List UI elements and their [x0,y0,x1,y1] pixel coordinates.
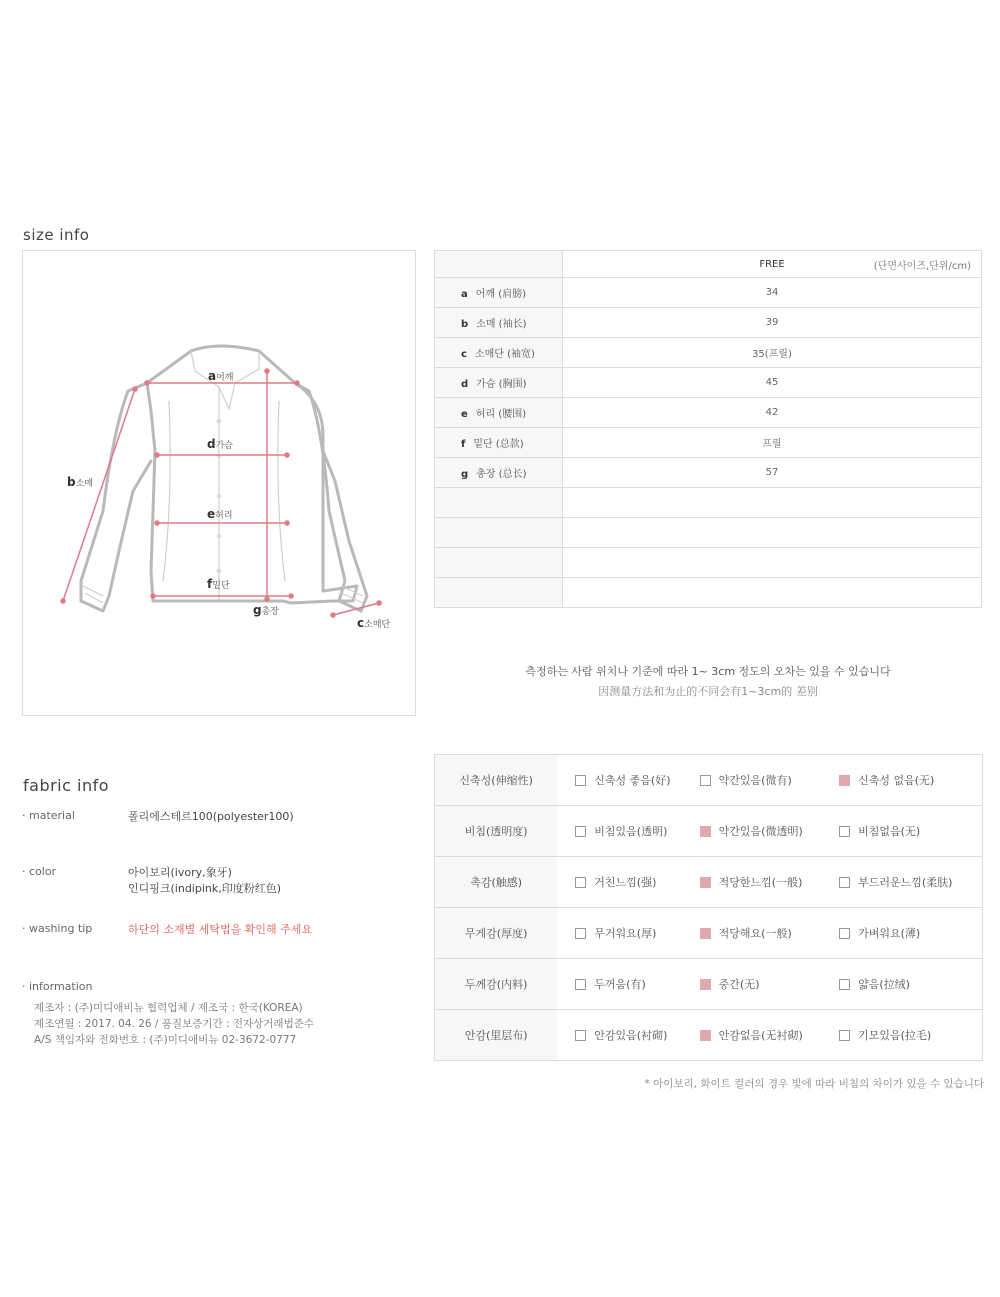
fabric-feel-label: 무게감(厚度) [435,908,558,959]
size-row-label [435,548,563,578]
fabric-feel-option-text: 거친느낌(强) [594,876,657,889]
label-a-shoulder: a어깨 [208,369,234,383]
checked-box-icon [700,826,711,837]
measure-note-cn: 因测量方法和为止的不同会有1~3cm的 差别 [598,685,818,698]
size-row [435,398,982,428]
fabric-feel-option-text: 적당해요(一般) [718,927,792,940]
fabric-feel-option [557,976,681,992]
fabric-feel-row [435,908,983,959]
size-row-name: 총장 (总长) [476,469,527,480]
fabric-feel-option [682,772,821,788]
label-g-length: g총장 [253,603,279,617]
fabric-feel-option [557,1027,681,1043]
size-row [435,338,982,368]
checked-box-icon [700,1030,711,1041]
color-footnote: * 아이보리, 화이트 컬러의 경우 빛에 따라 비침의 차이가 있을 수 있습니다 [644,1078,984,1090]
size-row-label [435,278,563,308]
fabric-feel-option-text: 비침없음(无) [858,825,921,838]
fabric-feel-row [435,857,983,908]
size-row-label [435,518,563,548]
size-row-label [435,368,563,398]
size-row-label [435,398,563,428]
color-label: · color [22,865,57,878]
info-line-1: 제조자 : (주)미디애비뉴 협력업체 / 제조국 : 한국(KOREA) [34,1002,303,1014]
fabric-feel-option-text: 부드러운느낌(柔肤) [858,876,953,889]
fabric-feel-option [557,823,681,839]
fabric-feel-option [682,1027,821,1043]
fabric-feel-option [682,823,821,839]
fabric-feel-option [682,976,821,992]
unchecked-box-icon [700,775,711,786]
checked-box-icon [700,877,711,888]
size-row [435,488,982,518]
fabric-feel-row [435,1010,983,1061]
size-row-value [563,548,982,578]
unit-note: (단면사이즈,단위/cm) [873,261,971,272]
unchecked-box-icon [575,928,586,939]
info-line-3: A/S 책임자와 전화번호 : (주)미디애비뉴 02-3672-0777 [34,1034,297,1046]
size-row-value [563,488,982,518]
unchecked-box-icon [839,877,850,888]
size-row [435,278,982,308]
info-line-2: 제조연월 : 2017. 04. 26 / 품질보증기간 : 전자상거래법준수 [34,1018,315,1030]
size-row-label [435,458,563,488]
fabric-feel-option [821,976,982,992]
size-row-key: a [461,289,468,300]
material-label: · material [22,809,75,822]
fabric-feel-label: 비침(透明度) [435,806,558,857]
size-row [435,548,982,578]
size-row-name: 소매 (袖长) [476,319,527,330]
fabric-feel-option-text: 안감없음(无衬砌) [718,1029,803,1042]
unchecked-box-icon [839,826,850,837]
label-e-waist: e허리 [207,507,233,521]
size-row-label [435,578,563,608]
fabric-feel-option-text: 안감있음(衬砌) [594,1029,668,1042]
label-b-sleeve: b소매 [67,475,93,489]
color-value-1: 아이보리(ivory,象牙) [128,866,232,879]
fabric-feel-option [821,874,982,890]
size-row-value: 39 [563,308,982,338]
unchecked-box-icon [575,775,586,786]
label-d-chest: d가슴 [207,437,233,451]
fabric-feel-option-text: 무거워요(厚) [594,927,657,940]
fabric-feel-option [557,874,681,890]
measure-note-ko: 측정하는 사람 위치나 기준에 따라 1~ 3cm 정도의 오차는 있을 수 있습니다 [525,665,891,678]
fabric-feel-option-text: 신축성 없음(无) [858,774,935,787]
size-row-key: b [461,319,469,330]
size-row [435,428,982,458]
checked-box-icon [839,775,850,786]
label-c-cuff: c소매단 [357,616,391,630]
unchecked-box-icon [575,1030,586,1041]
size-row-name: 어깨 (肩膀) [475,289,527,300]
fabric-feel-option-text: 신축성 좋음(好) [594,774,671,787]
size-row [435,518,982,548]
checked-box-icon [700,979,711,990]
washing-label: · washing tip [22,922,93,935]
fabric-feel-label: 촉감(触感) [435,857,558,908]
size-row-value: 35(프릴) [563,338,982,368]
color-value-2: 인디핑크(indipink,印度粉红色) [128,882,282,895]
size-row-value: 45 [563,368,982,398]
fabric-feel-option-text: 중간(无) [718,978,760,991]
fabric-feel-option [557,925,681,941]
size-row [435,368,982,398]
unchecked-box-icon [839,1030,850,1041]
size-row-label [435,428,563,458]
fabric-feel-label: 두께감(内料) [435,959,558,1010]
fabric-info-title: fabric info [23,776,110,795]
fabric-feel-option [682,874,821,890]
information-text [34,1000,314,1048]
size-row-value: 57 [563,458,982,488]
size-row-name: 허리 (腰围) [475,409,527,420]
material-value: 폴리에스테르100(polyester100) [128,810,294,823]
fabric-feel-option [821,823,982,839]
label-f-hem: f밑단 [207,577,230,591]
size-row [435,458,982,488]
unchecked-box-icon [575,826,586,837]
size-row-name: 소매단 (袖宽) [474,349,535,360]
fabric-feel-option-text: 적당한느낌(一般) [718,876,803,889]
information-label: · information [22,980,93,993]
size-row-value [563,518,982,548]
fabric-feel-option [682,925,821,941]
size-row-label [435,308,563,338]
size-header-free: FREE [759,258,785,270]
checked-box-icon [700,928,711,939]
size-row-value: 프릴 [563,428,982,458]
size-info-title: size info [23,226,90,244]
unchecked-box-icon [839,928,850,939]
unchecked-box-icon [839,979,850,990]
fabric-feel-label: 안감(里层布) [435,1010,558,1061]
fabric-feel-option [821,925,982,941]
size-table-header [435,251,982,278]
size-row [435,308,982,338]
size-row-label [435,488,563,518]
size-table [434,250,982,608]
fabric-feel-option-text: 가벼워요(薄) [858,927,921,940]
size-row-key: g [461,469,469,480]
fabric-feel-option-text: 약간있음(微透明) [718,825,803,838]
washing-value: 하단의 소재별 세탁법을 확인해 주세요 [128,923,313,936]
fabric-feel-row [435,806,983,857]
unchecked-box-icon [575,877,586,888]
shirt-diagram [22,250,416,716]
size-row-name: 밑단 (总款) [473,439,524,450]
fabric-feel-option-text: 비침있음(透明) [594,825,668,838]
size-row [435,578,982,608]
fabric-feel-option [821,1027,982,1043]
fabric-feel-table [434,754,983,1061]
fabric-feel-option [821,772,982,788]
size-row-key: f [461,439,466,450]
size-row-key: e [461,409,468,420]
size-row-value [563,578,982,608]
unchecked-box-icon [575,979,586,990]
size-row-value: 34 [563,278,982,308]
size-row-key: d [461,379,469,390]
size-row-value: 42 [563,398,982,428]
fabric-feel-option-text: 얇음(拉绒) [858,978,910,991]
size-row-label [435,338,563,368]
size-row-name: 가슴 (胸围) [476,379,527,390]
fabric-feel-option-text: 기모있음(拉毛) [858,1029,932,1042]
fabric-feel-label: 신축성(伸缩性) [435,755,558,806]
fabric-feel-option [557,772,681,788]
fabric-feel-row [435,755,983,806]
fabric-feel-option-text: 두꺼움(有) [594,978,646,991]
fabric-feel-option-text: 약간있음(微有) [718,774,792,787]
size-row-key: c [461,349,467,360]
fabric-feel-row [435,959,983,1010]
